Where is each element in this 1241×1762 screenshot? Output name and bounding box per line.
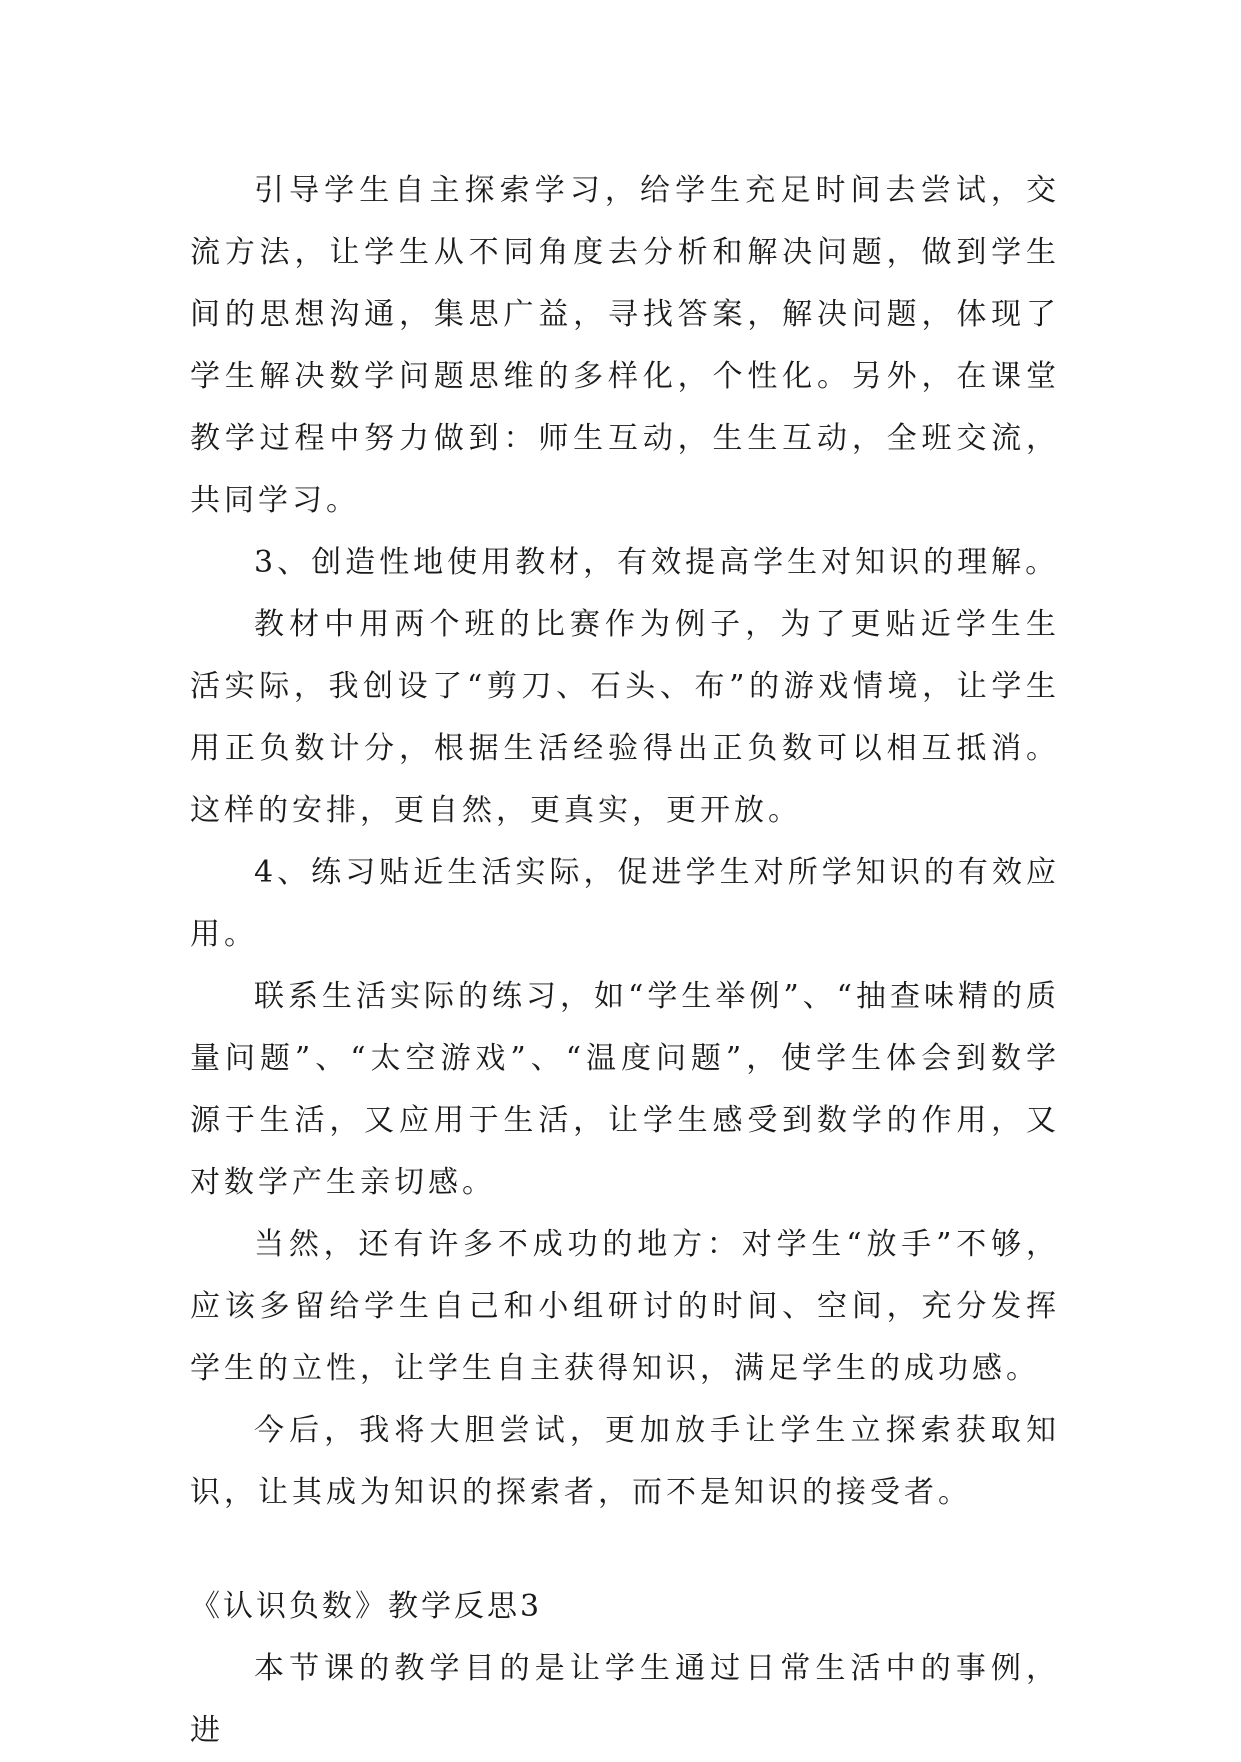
paragraph-life-practice: 联系生活实际的练习，如“学生举例”、“抽查味精的质量问题”、“太空游戏”、“温度问题”，使学生体会到数学源于生活，又应用于生活，让学生感受到数学的作用，又对数学产生亲切感。	[190, 979, 1061, 1200]
paragraph-shortcomings: 当然，还有许多不成功的地方：对学生“放手”不够，应该多留给学生自己和小组研讨的时间、空间，充分发挥学生的立性，让学生自主获得知识，满足学生的成功感。	[190, 1227, 1060, 1386]
paragraph-point-3: 3、创造性地使用教材，有效提高学生对知识的理解。	[254, 545, 1060, 580]
section-title: 《认识负数》教学反思3	[190, 1589, 543, 1624]
paragraph-student-exploration: 引导学生自主探索学习，给学生充足时间去尝试，交流方法，让学生从不同角度去分析和解决问题，做到学生间的思想沟通，集思广益，寻找答案，解决问题，体现了学生解决数学问题思维的多样化，个性化。另外，在课堂教学过程中努力做到：师生互动，生生互动，全班交流，共同学习。	[190, 173, 1060, 518]
paragraph-point-4: 4、练习贴近生活实际，促进学生对所学知识的有效应用。	[190, 855, 1060, 952]
paragraph-future-plan: 今后，我将大胆尝试，更加放手让学生立探索获取知识，让其成为知识的探索者，而不是知识的接受者。	[190, 1413, 1060, 1510]
paragraph-textbook-use: 教材中用两个班的比赛作为例子，为了更贴近学生生活实际，我创设了“剪刀、石头、布”的游戏情境，让学生用正负数计分，根据生活经验得出正负数可以相互抵消。这样的安排，更自然，更真实，更开放。	[190, 607, 1060, 828]
paragraph-section-intro: 本节课的教学目的是让学生通过日常生活中的事例，进	[190, 1651, 1060, 1748]
document-body	[190, 160, 1060, 1762]
